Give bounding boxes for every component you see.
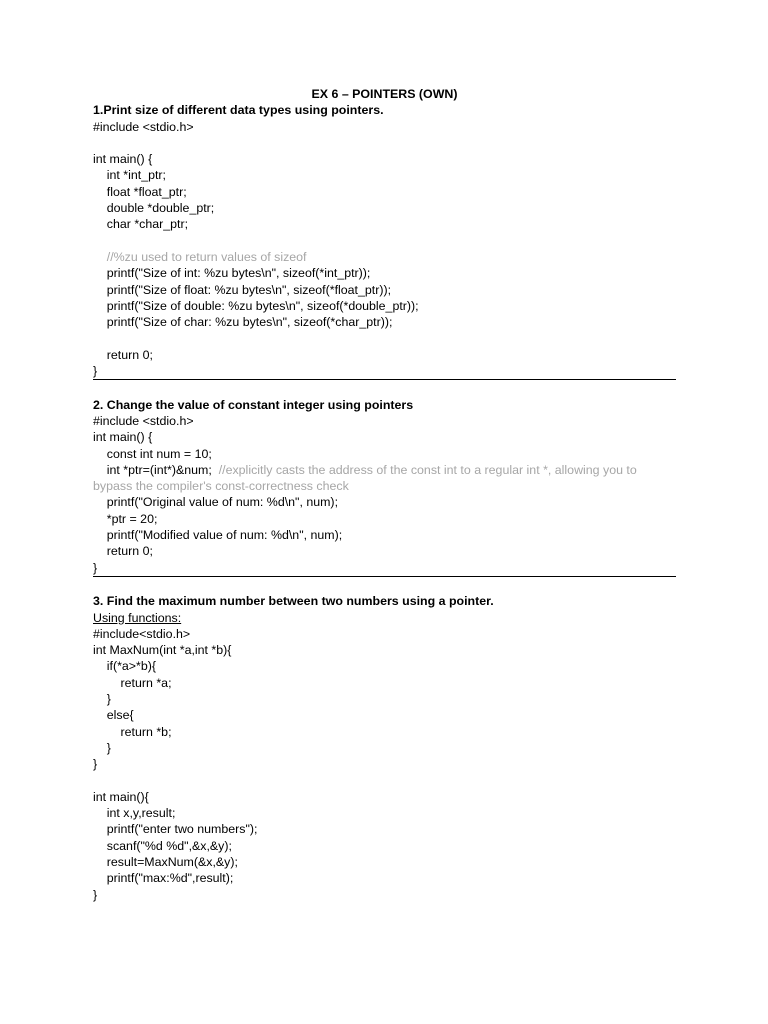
code-line: int main() {	[93, 430, 153, 445]
section-3-code-block	[93, 626, 676, 903]
code-line: }	[93, 757, 98, 772]
code-line: printf("max:%d",result);	[93, 871, 234, 886]
code-line: }	[93, 691, 111, 706]
cast-code: int *ptr=(int*)&num;	[93, 462, 212, 477]
code-line: printf("Size of int: %zu bytes\n", sizeof(*int_ptr));	[93, 266, 371, 281]
section-3-subheading: Using functions:	[93, 610, 182, 625]
code-line: return 0;	[93, 347, 153, 362]
section-3-heading: 3. Find the maximum number between two numbers using a pointer.	[93, 594, 494, 609]
code-line: #include <stdio.h>	[93, 119, 194, 134]
document-page	[93, 86, 676, 903]
code-line: double *double_ptr;	[93, 201, 215, 216]
code-line	[93, 135, 676, 151]
code-line: char *char_ptr;	[93, 217, 189, 232]
code-line: return 0;	[93, 544, 153, 559]
code-comment: //%zu used to return values of sizeof	[93, 249, 307, 264]
code-line: printf("Size of float: %zu bytes\n", sizeof(*float_ptr));	[93, 282, 392, 297]
code-line: #include<stdio.h>	[93, 626, 191, 641]
code-line: int x,y,result;	[93, 806, 176, 821]
code-line: int main(){	[93, 789, 149, 804]
code-line: }	[93, 364, 98, 379]
code-line: printf("Size of char: %zu bytes\n", sizeof(*char_ptr));	[93, 315, 393, 330]
code-line: printf("Original value of num: %d\n", num);	[93, 495, 339, 510]
code-line: }	[93, 887, 98, 902]
code-line: #include <stdio.h>	[93, 413, 194, 428]
code-line: printf("Size of double: %zu bytes\n", sizeof(*double_ptr));	[93, 298, 419, 313]
code-line: }	[93, 560, 98, 575]
code-line	[93, 772, 676, 788]
section-1-heading: 1.Print size of different data types using pointers.	[93, 103, 384, 118]
code-line	[93, 330, 676, 346]
code-line: result=MaxNum(&x,&y);	[93, 854, 238, 869]
code-line: const int num = 10;	[93, 446, 212, 461]
section-2-heading: 2. Change the value of constant integer using pointers	[93, 397, 414, 412]
code-line: int *int_ptr;	[93, 168, 167, 183]
code-line	[93, 233, 676, 249]
code-line: return *a;	[93, 675, 172, 690]
code-line: printf("Modified value of num: %d\n", num);	[93, 528, 343, 543]
code-line: return *b;	[93, 724, 172, 739]
code-line: *ptr = 20;	[93, 511, 158, 526]
blank-line	[93, 380, 676, 396]
code-line: int main() {	[93, 152, 153, 167]
cast-comment: //explicitly casts the address of the const int to a regular int *, allowing you to bypass the compiler's const-correctness check	[93, 462, 641, 494]
code-line-with-comment	[93, 462, 676, 495]
section-2-code-block	[93, 413, 676, 576]
blank-line	[93, 577, 676, 593]
section-1-code-block	[93, 119, 676, 380]
code-line: }	[93, 740, 111, 755]
code-line: float *float_ptr;	[93, 184, 187, 199]
code-line: printf("enter two numbers");	[93, 822, 258, 837]
code-line: if(*a>*b){	[93, 659, 157, 674]
document-title: EX 6 – POINTERS (OWN)	[311, 87, 458, 101]
code-line: else{	[93, 708, 134, 723]
code-line: scanf("%d %d",&x,&y);	[93, 838, 232, 853]
code-line: int MaxNum(int *a,int *b){	[93, 643, 232, 658]
